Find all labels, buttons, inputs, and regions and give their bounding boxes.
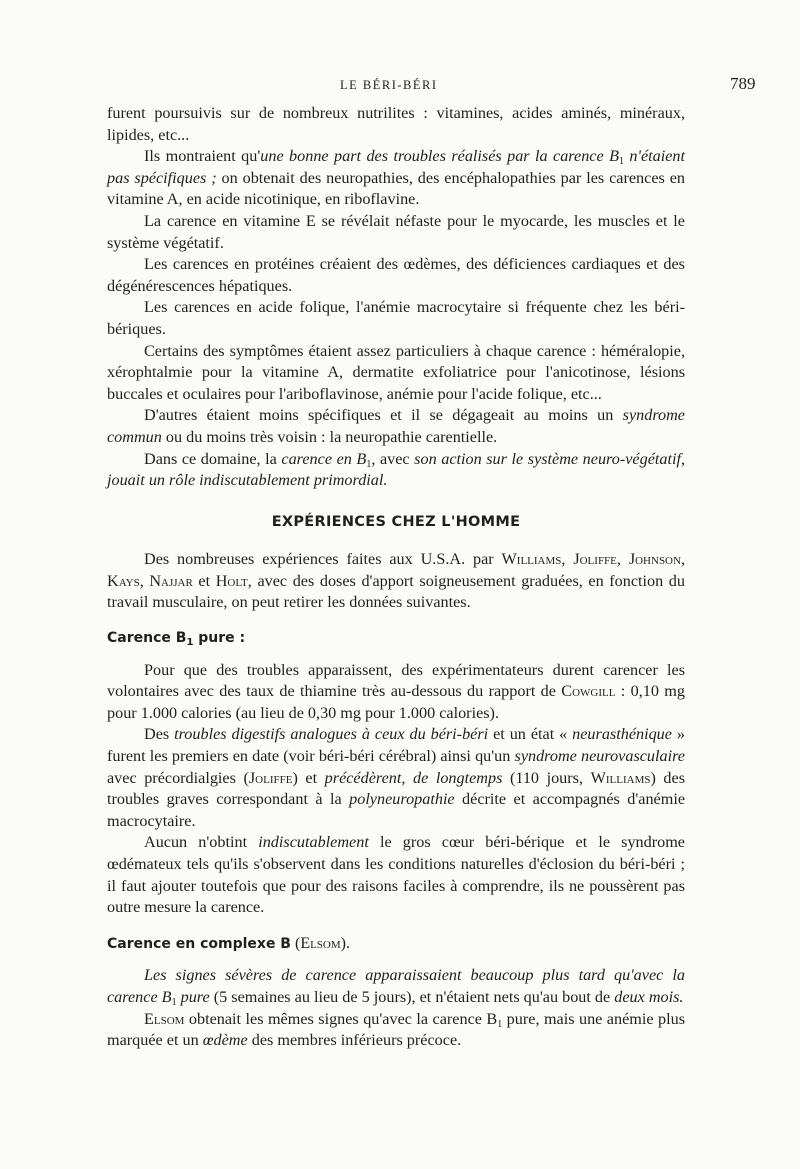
section-heading: EXPÉRIENCES CHEZ L'HOMME — [271, 513, 521, 530]
italic-span: syndrome commun — [107, 406, 685, 446]
paragraph-11 — [107, 724, 685, 832]
paragraph-12 — [107, 832, 685, 918]
text-span: Des — [144, 725, 175, 744]
paragraph-13 — [107, 965, 685, 1008]
italic-span: n'étaient pas spécifiques ; — [107, 147, 685, 187]
paragraph-8 — [107, 449, 685, 492]
paragraph-3: La carence en vitamine E se révélait néfaste pour le myocarde, les muscles et le système végétatif. — [107, 211, 685, 252]
italic-span: pure — [176, 987, 210, 1006]
text-span: , — [616, 550, 629, 569]
author-name: Cowgill — [561, 682, 616, 701]
text-span: ou du moins très voisin : la neuropathie carentielle. — [161, 427, 498, 446]
text-span: avec précordialgies ( — [107, 768, 249, 787]
italic-span: œdème — [202, 1031, 248, 1050]
author-name: Joliffe — [573, 550, 617, 569]
subscript: 1 — [497, 1018, 503, 1030]
running-head — [0, 74, 800, 94]
text-span: , — [139, 571, 150, 590]
text-span: (5 semaines au lieu de 5 jours), et n'étaient nets qu'au bout de — [209, 987, 615, 1006]
text-span: D'autres étaient moins spécifiques et il se dégageait au moins un — [144, 406, 623, 425]
text-span: le gros cœur béri-bérique et le syndrome œdémateux tels qu'ils s'observent dans les conditions naturelles d'éclosion du béri-béri ; il faut ajouter toutefois que pour des raisons faciles à comprendre, ils ne poussèrent pas outre mesure la carence. — [107, 833, 685, 917]
text-span: , avec — [371, 449, 415, 468]
paragraph-2 — [107, 146, 685, 211]
subscript: 1 — [186, 637, 194, 649]
text-span: (110 jours, — [502, 768, 591, 787]
italic-span: troubles digestifs analogues à ceux du béri-béri — [174, 725, 489, 744]
author-name: Elsom — [144, 1009, 185, 1028]
italic-span: deux mois. — [614, 987, 684, 1006]
paragraph-7 — [107, 405, 685, 448]
italic-span: son action sur le système neuro-végétatif, jouait un rôle indiscutablement primordial. — [107, 449, 686, 490]
subscript: 1 — [618, 156, 624, 168]
italic-span: une bonne part des troubles réalisés par la carence B — [260, 147, 619, 166]
paragraph-9 — [107, 549, 685, 614]
paragraph-5: Les carences en acide folique, l'anémie macrocytaire si fréquente chez les béri-bériques. — [107, 298, 685, 338]
page-body — [107, 103, 685, 1052]
italic-span: précédèrent, de longtemps — [324, 768, 503, 787]
text-span: Pour que des troubles apparaissent, des expérimentateurs durent carencer les volontaires avec des taux de thiamine très au-dessous du rapport de — [107, 660, 685, 701]
text-span: , — [680, 550, 685, 569]
text-span: et un état « — [488, 725, 573, 744]
text-span: , avec des doses d'apport soigneusement graduées, en fonction du travail musculaire, on peut retirer les données suivantes. — [107, 571, 685, 612]
page-number: 789 — [730, 74, 756, 93]
text-span: décrite et accompagnés d'anémie macrocytaire. — [107, 790, 685, 830]
paragraph-6: Certains des symptômes étaient assez particuliers à chaque carence : héméralopie, xérophtalmie pour la vitamine A, dermatite exfoliatrice pour l'anicotinose, lésions buccales et oculaires pour l'ariboflavinose, anémie pour l'acide folique, etc... — [107, 341, 685, 403]
text-span: pure, mais une anémie plus marquée et un — [107, 1009, 685, 1050]
text-span: et — [192, 571, 216, 590]
paragraph-14 — [107, 1009, 685, 1052]
subheading-text: ( — [290, 934, 301, 952]
text-span: on obtenait des neuropathies, des encéphalopathies par les carences en vitamine A, en acide nicotinique, en riboflavine. — [107, 168, 686, 209]
text-span: obtenait les mêmes signes qu'avec la carence B — [184, 1009, 498, 1028]
author-name: Najjar — [149, 571, 193, 590]
subscript: 1 — [366, 458, 372, 470]
paragraph-10 — [107, 660, 685, 725]
subheading-complexe-b — [107, 933, 685, 956]
text-span: ) des troubles graves correspondant à la — [107, 768, 686, 809]
text-span: Ils montraient qu' — [144, 147, 261, 166]
text-span: , — [561, 550, 574, 569]
author-name: Holt — [215, 571, 248, 590]
text-span: Des nombreuses expériences faites aux U.S.A. par — [144, 550, 502, 569]
text-span: des membres inférieurs précoce. — [247, 1031, 462, 1050]
subheading-text: Carence B — [107, 630, 187, 647]
author-name: Williams — [590, 768, 651, 787]
paragraph-4: Les carences en protéines créaient des œdèmes, des déficiences cardiaques et des dégénérescences hépatiques. — [107, 255, 685, 295]
text-span: » furent les premiers en date (voir béri-béri cérébral) ainsi qu'un — [107, 725, 685, 766]
running-head-title: LE BÉRI-BÉRI — [340, 78, 438, 92]
italic-span: neurasthénique — [572, 725, 672, 744]
subheading-text: pure : — [193, 630, 246, 647]
author-name: Williams — [501, 550, 562, 569]
italic-span: indiscutablement — [258, 833, 369, 852]
italic-span: carence en B — [281, 449, 367, 468]
subheading-text: ). — [340, 934, 350, 952]
subheading-text: Carence en complexe B — [107, 935, 291, 952]
text-span: : 0,10 mg pour 1.000 calories (au lieu de 0,30 mg pour 1.000 calories). — [107, 682, 685, 722]
italic-span: syndrome neurovasculaire — [514, 747, 685, 766]
author-name: Elsom — [300, 934, 341, 952]
subheading-carence-b1 — [107, 628, 685, 650]
paragraph-1: furent poursuivis sur de nombreux nutrilites : vitamines, acides aminés, minéraux, lipides, etc... — [107, 104, 685, 144]
italic-span: Les signes sévères de carence apparaissaient beaucoup plus tard qu'avec la carence B — [107, 966, 685, 1006]
author-name: Kays — [107, 571, 140, 590]
author-name: Johnson — [628, 550, 681, 569]
text-span: Aucun n'obtint — [144, 833, 259, 852]
text-span: ) et — [292, 768, 325, 787]
subscript: 1 — [171, 996, 177, 1008]
italic-span: polyneuropathie — [349, 790, 455, 809]
text-span: Dans ce domaine, la — [144, 449, 282, 468]
author-name: Joliffe — [248, 768, 293, 787]
